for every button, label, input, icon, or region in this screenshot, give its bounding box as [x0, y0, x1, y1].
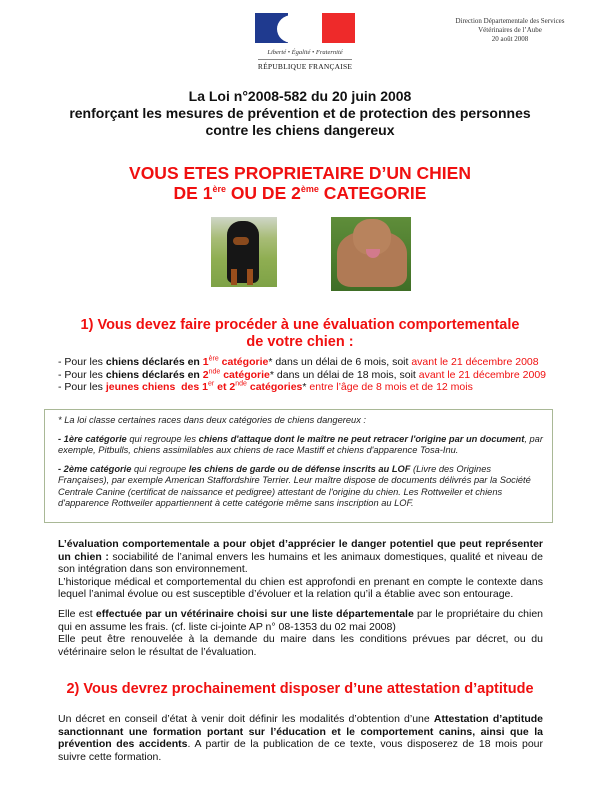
deadline-item: - Pour les chiens déclarés en 2nde catégorie* dans un délai de 18 mois, soit avant le 21 décembre 2009	[58, 368, 547, 381]
main-title-line1: VOUS ETES PROPRIETAIRE D’UN CHIEN	[129, 163, 471, 183]
deadlines-list	[58, 356, 598, 394]
note-category1: - 1ère catégorie qui regroupe les chiens d'attaque dont le maître ne peut retracer l'origine par un document, par exemple, Pitbulls, chiens assimilables aux chiens de race Mastiff et chiens d'apparence Tosa-Inu.	[58, 433, 543, 455]
section1-heading-line1: 1) Vous devez faire procéder à une évaluation comportementale	[80, 317, 520, 333]
issuer-line2: Vétérinaires de l’Aube	[478, 26, 542, 34]
section2-heading: 2) Vous devrez prochainement disposer d’une attestation d’aptitude	[66, 681, 534, 697]
rottweiler-photo	[211, 217, 277, 287]
law-title	[40, 88, 560, 139]
law-title-line1: La Loi n°2008-582 du 20 juin 2008	[188, 88, 412, 104]
deadline-item: - Pour les chiens déclarés en 1ère catégorie* dans un délai de 6 mois, soit avant le 21 décembre 2008	[58, 355, 539, 368]
main-title	[40, 163, 560, 203]
evaluation-paragraph	[58, 538, 543, 601]
marianne-flag-icon	[255, 13, 355, 43]
issuer-block	[430, 17, 590, 44]
logo-divider	[258, 59, 352, 60]
republique-francaise-logo	[250, 13, 360, 79]
main-title-line2: DE 1ère OU DE 2ème CATEGORIE	[173, 183, 427, 203]
vet-renewal: Elle peut être renouvelée à la demande du maire dans les conditions prévues par décret, ou du vétérinaire selon le résultat de l’évaluation.	[58, 633, 543, 658]
law-title-line2: renforçant les mesures de prévention et de protection des personnes	[69, 105, 531, 121]
logo-motto: Liberté • Égalité • Fraternité	[267, 49, 343, 56]
note-category2: - 2ème catégorie qui regroupe les chiens de garde ou de défense inscrits au LOF (Livre des Origines Françaises), par exemple American Staffordshire Terrier. Leur maître dispose de documents délivrés par la Société Centrale Canine (certificat de naissance et pedigree) attestant de l'origine du chien. Les Rottweiler et chiens d'apparence Rottweiler appartiennent à cette catégorie même sans inscription au LOF.	[58, 463, 531, 508]
logo-republic-label: RÉPUBLIQUE FRANÇAISE	[257, 62, 353, 71]
evaluation-definition: L’évaluation comportementale a pour objet d’apprécier le danger potentiel que peut représenter un chien : sociabilité de l’animal envers les humains et les animaux domestiques, qualité et niveau de son intégration dans son environnement.	[58, 538, 543, 575]
evaluation-history: L’historique médical et comportemental du chien est approfondi en prenant en compte le contexte dans lequel l’animal évolue ou est susceptible d’évoluer et la relation qu’il a établie avec son entourage.	[58, 575, 543, 600]
vet-info: Elle est effectuée par un vétérinaire choisi sur une liste départementale par le propriétaire du chien qui en assume les frais. (cf. liste ci-jointe AP n° 08-1353 du 02 mai 2008)	[58, 608, 543, 633]
law-title-line3: contre les chiens dangereux	[205, 122, 395, 138]
section1-heading-line2: de votre chien :	[246, 334, 354, 350]
veterinarian-paragraph	[58, 608, 543, 658]
note-intro: * La loi classe certaines races dans deux catégories de chiens dangereux :	[58, 415, 367, 425]
pitbull-photo	[331, 217, 411, 291]
section1-heading	[40, 317, 560, 351]
category-note-box	[44, 409, 553, 523]
issue-date: 20 août 2008	[491, 35, 529, 43]
attestation-paragraph	[58, 713, 543, 763]
issuer-line1: Direction Départementale des Services	[455, 17, 565, 25]
attestation-text: Un décret en conseil d’état à venir doit définir les modalités d’obtention d’une Attestation d’aptitude sanctionnant une formation portant sur l’éducation et le comportement canins, ainsi que la prévention des accidents. A partir de la publication de ce texte, vous disposerez de 18 mois pour suivre cette formation.	[58, 713, 543, 763]
deadline-item: - Pour les jeunes chiens des 1er et 2nde catégories* entre l’âge de 8 mois et de 12 mois	[58, 380, 473, 393]
